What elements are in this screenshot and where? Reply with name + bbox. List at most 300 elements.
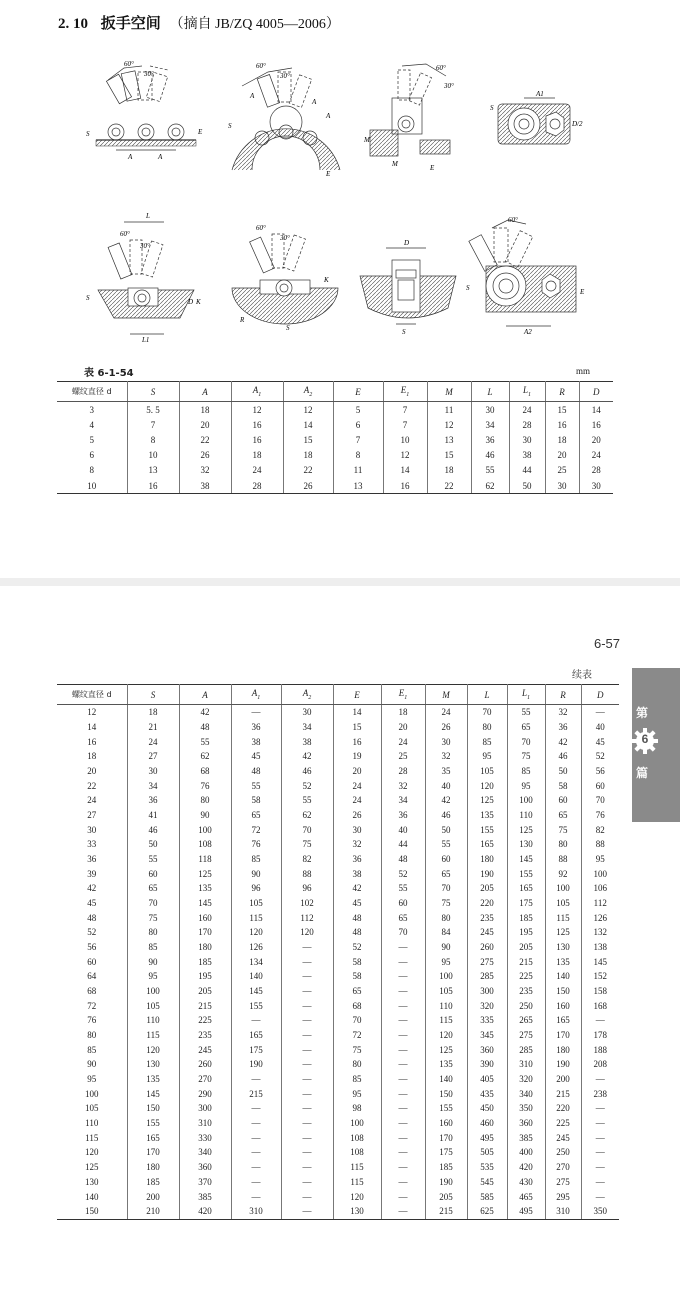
table-cell: 36 [127,793,179,808]
table-cell: 30 [281,705,333,720]
spec-table-2 [57,684,619,1220]
fig6-label-r: R [240,316,245,324]
table-cell: 42 [333,881,381,896]
table-cell: — [231,1145,281,1160]
wrench-diagram-8 [462,214,592,338]
table-cell: 85 [333,1072,381,1087]
table-cell: 108 [179,837,231,852]
table-cell: 18 [381,705,425,720]
table-cell: — [281,1101,333,1116]
table-cell: 30 [127,764,179,779]
table-row [57,463,613,478]
table-row [57,1175,619,1190]
fig2-angle-30: 30° [280,72,290,80]
table-cell: 450 [467,1101,507,1116]
table-cell: 100 [545,881,581,896]
table-cell: 28 [509,417,545,432]
table-cell: 120 [425,1028,467,1043]
table-cell: — [595,1191,605,1202]
table-cell: 110 [507,808,545,823]
table-cell: — [281,1160,333,1175]
table-cell: 26 [425,720,467,735]
table-cell: 16 [127,478,179,494]
table-cell: 18 [545,432,579,447]
table-cell: — [595,1074,605,1085]
fig2-label-a3: A [326,112,331,120]
table-cell: 95 [333,1086,381,1101]
table-cell: 190 [467,866,507,881]
table-cell: 16 [545,417,579,432]
table-cell: 435 [467,1086,507,1101]
table-cell: 68 [57,984,127,999]
table-cell: 12 [57,705,127,720]
table-cell: 13 [127,463,179,478]
table-cell: 215 [545,1086,581,1101]
table-cell: 130 [57,1175,127,1190]
table-cell: 52 [595,751,605,762]
table-cell: 170 [127,1145,179,1160]
table-cell: 30 [425,734,467,749]
table-cell: — [231,1189,281,1204]
table-cell: 14 [591,404,601,415]
table-cell: 275 [507,1028,545,1043]
table-cell: 140 [425,1072,467,1087]
table-cell: 245 [179,1042,231,1057]
table-cell: — [381,1145,425,1160]
table-row [57,808,619,823]
table-cell: 75 [127,910,179,925]
table-cell: 16 [591,419,601,430]
table-cell: — [281,1189,333,1204]
table-cell: 12 [427,417,471,432]
table-cell: 56 [595,766,605,777]
table-cell: — [231,1116,281,1131]
table-cell: — [381,1086,425,1101]
table-cell: 275 [467,954,507,969]
table-caption: 表 6-1-54 [84,368,134,379]
table-cell: 58 [333,954,381,969]
table-cell: 205 [467,881,507,896]
column-header: D [579,382,613,402]
table-cell: 235 [467,910,507,925]
table-cell: 106 [593,883,607,894]
table-cell: 96 [281,881,333,896]
table-cell: 36 [545,720,581,735]
table-cell: 32 [545,705,581,720]
table-cell: 80 [333,1057,381,1072]
table-cell: 44 [381,837,425,852]
table-cell: — [281,998,333,1013]
table-cell: 42 [425,793,467,808]
table-cell: — [281,1028,333,1043]
table-cell: 100 [179,822,231,837]
fig8-label-s: S [466,284,470,292]
table-cell: 100 [507,793,545,808]
table-cell: 16 [231,417,283,432]
table-cell: 175 [425,1145,467,1160]
side-tab-bottom-char: 篇 [636,766,649,780]
table-cell: 135 [545,954,581,969]
table-cell: 108 [333,1145,381,1160]
table-cell: 310 [179,1116,231,1131]
table-cell: 22 [283,463,333,478]
table-cell: 16 [333,734,381,749]
spec-table-1 [57,381,613,494]
table-cell: 55 [281,793,333,808]
table-cell: 260 [467,940,507,955]
table-row [57,432,613,447]
table-cell: 7 [383,402,427,418]
table-cell: 75 [281,837,333,852]
column-header: $E_1$ [383,382,427,402]
section-number: 2. 10 [58,16,88,32]
table-row [57,778,619,793]
table-cell: 112 [281,910,333,925]
table-cell: 70 [467,705,507,720]
table-cell: 155 [425,1101,467,1116]
fig6-label-s: S [286,324,290,332]
fig8-label-e: E [580,288,585,296]
table-cell: 70 [333,1013,381,1028]
table-cell: 265 [507,1013,545,1028]
table-cell: 160 [425,1116,467,1131]
table-cell: 34 [471,417,509,432]
table-cell: 295 [545,1189,581,1204]
table-cell: 215 [425,1204,467,1219]
column-header: M [425,685,467,705]
table-cell: 160 [545,998,581,1013]
fig1-angle-60: 60° [124,60,134,68]
table-cell: 132 [593,927,607,938]
table-cell: 95 [57,1072,127,1087]
fig5-label-s: S [86,294,90,302]
table-cell: 495 [467,1130,507,1145]
table-cell: — [231,1130,281,1145]
table-cell: 7 [383,417,427,432]
table-cell: 20 [333,764,381,779]
table-cell: 75 [545,822,581,837]
table-cell: 405 [467,1072,507,1087]
table-cell: 50 [545,764,581,779]
table-cell: 80 [127,925,179,940]
table-cell: 120 [127,1042,179,1057]
table-cell: 270 [545,1160,581,1175]
column-header: S [127,382,179,402]
table-cell: 85 [127,940,179,955]
table-cell: 465 [507,1189,545,1204]
table-row [57,417,613,432]
table-row [57,478,613,494]
table-cell: 50 [425,822,467,837]
table-cell: 155 [507,866,545,881]
table-cell: 80 [57,1028,127,1043]
table-cell: 125 [507,822,545,837]
table-cell: 76 [231,837,281,852]
table-cell: 285 [467,969,507,984]
table-cell: 505 [467,1145,507,1160]
table-cell: — [381,1175,425,1190]
table-cell: 64 [57,969,127,984]
table-cell: 335 [467,1013,507,1028]
table-cell: 22 [179,432,231,447]
fig7-label-d: D [404,239,410,247]
table-cell: 135 [179,881,231,896]
table-cell: 34 [381,793,425,808]
table-row [57,793,619,808]
table-cell: 82 [595,824,605,835]
table-cell: 75 [333,1042,381,1057]
table-cell: — [231,1160,281,1175]
table-row [57,852,619,867]
fig4-label-s: S [490,104,494,112]
table-row [57,1204,619,1219]
table-cell: 140 [231,969,281,984]
table-cell: 350 [581,1204,619,1219]
table-cell: 11 [333,463,383,478]
table-cell: 55 [127,852,179,867]
table-cell: 60 [57,954,127,969]
table-cell: 76 [179,778,231,793]
table-cell: — [595,1147,605,1158]
table-cell: 190 [425,1175,467,1190]
table-cell: — [281,1086,333,1101]
table-cell: 180 [127,1160,179,1175]
table-row [57,720,619,735]
table-row [57,1116,619,1131]
table-row [57,969,619,984]
fig3-label-m1: M [364,136,370,144]
table-cell: 190 [231,1057,281,1072]
table-cell: 208 [593,1059,607,1070]
table-cell: 62 [179,749,231,764]
table-cell: 30 [57,822,127,837]
table-cell: — [281,969,333,984]
table-cell: 120 [57,1145,127,1160]
table-cell: 48 [333,910,381,925]
table-cell: — [231,1013,281,1028]
fig2-label-a1: A [250,92,255,100]
table-cell: — [381,1072,425,1087]
table-cell: 170 [179,925,231,940]
table-cell: 7 [333,432,383,447]
table-cell: 20 [545,448,579,463]
table-cell: — [381,1013,425,1028]
table-cell: 250 [507,998,545,1013]
table-cell: 10 [57,478,127,494]
table-cell: 310 [545,1204,581,1219]
table-cell: 80 [425,910,467,925]
table-cell: — [381,1204,425,1219]
table-row [57,705,619,720]
table-cell: 165 [127,1130,179,1145]
table-cell: 545 [467,1175,507,1190]
table-cell: 22 [427,478,471,494]
table-cell: 12 [383,448,427,463]
table-cell: 40 [381,822,425,837]
table-cell: 188 [593,1044,607,1055]
table-cell: 215 [179,998,231,1013]
table-cell: 36 [471,432,509,447]
table-cell: 15 [427,448,471,463]
table-cell: 105 [231,896,281,911]
table-cell: 320 [507,1072,545,1087]
table-cell: 95 [127,969,179,984]
table-cell: 165 [231,1028,281,1043]
table-row [57,910,619,925]
table-cell: 115 [333,1175,381,1190]
table-cell: 250 [545,1145,581,1160]
fig6-label-k: K [324,276,329,284]
table-cell: 36 [57,852,127,867]
table-cell: 135 [127,1072,179,1087]
table-cell: 420 [179,1204,231,1219]
table-cell: 55 [507,705,545,720]
table-cell: 24 [591,450,601,461]
table-cell: 14 [333,705,381,720]
table-cell: 18 [427,463,471,478]
continued-label: 续表 [572,670,592,681]
table-cell: 340 [179,1145,231,1160]
table-cell: 360 [467,1042,507,1057]
table-cell: 48 [179,720,231,735]
table-cell: 75 [425,896,467,911]
table-cell: 62 [471,478,509,494]
table-cell: 200 [545,1072,581,1087]
table-cell: 165 [545,1013,581,1028]
table-cell: 28 [381,764,425,779]
table-row [57,402,613,418]
table-cell: 24 [333,793,381,808]
table-cell: 58 [545,778,581,793]
table-cell: 130 [507,837,545,852]
table-cell: 300 [467,984,507,999]
table-cell: 155 [127,1116,179,1131]
table-cell: 70 [381,925,425,940]
table-row [57,822,619,837]
wrench-diagram-5 [84,208,204,342]
table-cell: 180 [467,852,507,867]
table-cell: 70 [281,822,333,837]
table-cell: 170 [545,1028,581,1043]
table-cell: 50 [127,837,179,852]
table-cell: — [381,1042,425,1057]
table-cell: 18 [179,402,231,418]
table-cell: — [281,1013,333,1028]
table-cell: 46 [425,808,467,823]
table-cell: 45 [231,749,281,764]
table-row [57,1042,619,1057]
table-cell: 105 [467,764,507,779]
table-cell: 35 [425,764,467,779]
table-cell: — [381,954,425,969]
table-cell: 38 [333,866,381,881]
table-cell: 27 [127,749,179,764]
table-cell: 32 [179,463,231,478]
table-row [57,925,619,940]
column-header: $A_1$ [231,685,281,705]
table-cell: 215 [231,1086,281,1101]
table-cell: 48 [381,852,425,867]
table-cell: 6 [333,417,383,432]
table-cell: 72 [57,998,127,1013]
table-cell: 38 [281,734,333,749]
table-cell: 100 [593,868,607,879]
table-cell: 370 [179,1175,231,1190]
table-cell: 115 [333,1160,381,1175]
table-cell: 90 [231,866,281,881]
fig1-label-a2: A [158,153,163,161]
table-cell: 80 [545,837,581,852]
fig7-label-s: S [402,328,406,336]
table-cell: 65 [545,808,581,823]
table-cell: — [281,1175,333,1190]
table-cell: 135 [467,808,507,823]
table-cell: — [381,1160,425,1175]
column-header: $E_1$ [381,685,425,705]
table-cell: 115 [57,1130,127,1145]
table-cell: 385 [179,1189,231,1204]
table-cell: 28 [231,478,283,494]
table-cell: 108 [333,1130,381,1145]
table-cell: 82 [281,852,333,867]
table-cell: 100 [333,1116,381,1131]
table-row [57,1013,619,1028]
table-cell: 60 [545,793,581,808]
table-cell: 85 [467,734,507,749]
table-cell: — [595,1132,605,1143]
table-cell: — [381,1101,425,1116]
page-upper [0,0,680,578]
table-cell: 625 [467,1204,507,1219]
column-header: A [179,685,231,705]
table-cell: 420 [507,1160,545,1175]
table-cell: 3 [57,402,127,418]
table-cell: 245 [467,925,507,940]
table-cell: — [281,1116,333,1131]
table-cell: 300 [179,1101,231,1116]
table-cell: 84 [425,925,467,940]
fig2-label-a2: A [312,98,317,106]
table-cell: 21 [127,720,179,735]
table-cell: 38 [179,478,231,494]
table-cell: 24 [509,402,545,418]
table-cell: 88 [545,852,581,867]
table-cell: 10 [383,432,427,447]
table-cell: 145 [179,896,231,911]
table-cell: 285 [507,1042,545,1057]
table-row [57,954,619,969]
table-cell: 52 [333,940,381,955]
table-cell: 98 [333,1101,381,1116]
table-cell: 60 [127,866,179,881]
table-cell: 180 [179,940,231,955]
table-cell: 46 [281,764,333,779]
table-cell: 210 [127,1204,179,1219]
column-header: $A_1$ [231,382,283,402]
table-cell: — [281,1204,333,1219]
section-heading [58,12,340,33]
table-cell: 65 [425,866,467,881]
table-cell: 390 [467,1057,507,1072]
table-cell: 130 [333,1204,381,1219]
fig4-label-a1: A1 [536,90,544,98]
table-cell: 155 [231,998,281,1013]
table-cell: 360 [179,1160,231,1175]
table-cell: 90 [425,940,467,955]
fig5-label-d: D [188,298,194,306]
table-cell: 310 [231,1204,281,1219]
table-cell: — [381,1189,425,1204]
